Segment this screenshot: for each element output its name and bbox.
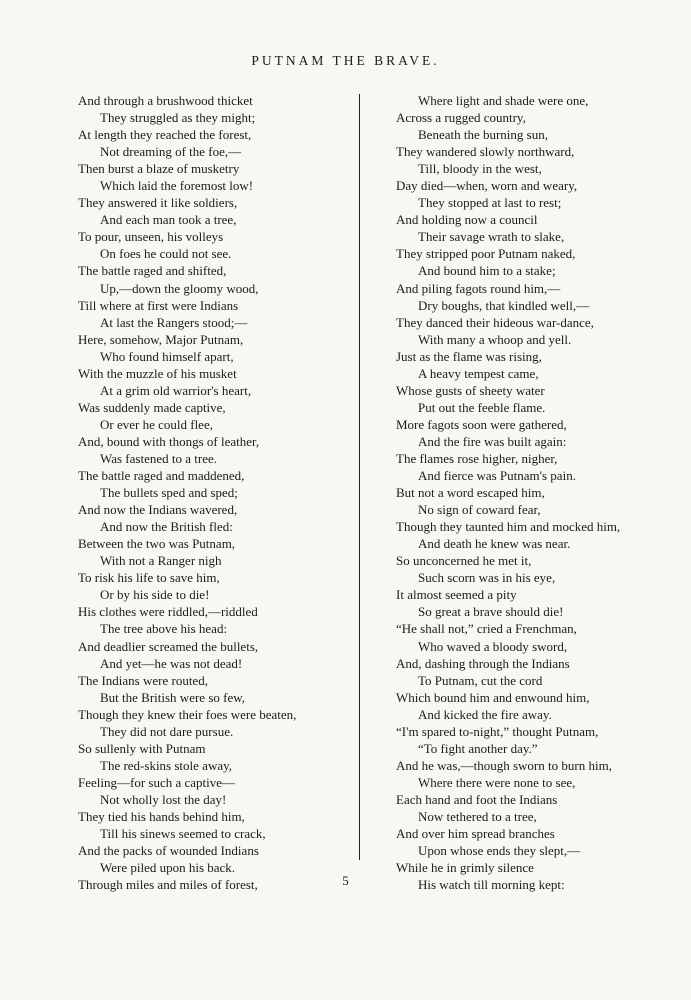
poem-line: The battle raged and maddened, bbox=[78, 468, 245, 484]
poem-line: Which laid the foremost low! bbox=[100, 178, 254, 194]
poem-line: And the packs of wounded Indians bbox=[78, 843, 259, 859]
poem-line: At a grim old warrior's heart, bbox=[100, 382, 252, 398]
poem-line: Which bound him and enwound him, bbox=[396, 689, 590, 705]
poem-line: They stripped poor Putnam naked, bbox=[396, 246, 576, 262]
poem-line: And piling fagots round him,— bbox=[396, 280, 561, 296]
poem-column-right bbox=[396, 92, 676, 893]
poem-line: They danced their hideous war-dance, bbox=[396, 314, 594, 330]
poem-line: And holding now a council bbox=[396, 212, 538, 228]
poem-line: Each hand and foot the Indians bbox=[396, 791, 558, 807]
poem-line: At length they reached the forest, bbox=[78, 127, 252, 143]
poem-line: Till, bloody in the west, bbox=[418, 161, 542, 177]
poem-line: Where light and shade were one, bbox=[418, 93, 589, 108]
poem-line: They struggled as they might; bbox=[100, 110, 256, 126]
column-divider bbox=[359, 94, 360, 860]
poem-line: And now the Indians wavered, bbox=[78, 502, 238, 518]
poem-line: Put out the feeble flame. bbox=[418, 399, 546, 415]
poem-line: And he was,—though sworn to burn him, bbox=[396, 757, 612, 773]
poem-line: Were piled upon his back. bbox=[100, 860, 236, 876]
poem-line: On foes he could not see. bbox=[100, 246, 232, 262]
poem-line: Dry boughs, that kindled well,— bbox=[418, 297, 590, 313]
poem-line: Across a rugged country, bbox=[396, 110, 526, 126]
poem-line: The flames rose higher, nigher, bbox=[396, 450, 558, 466]
poem-line: Or ever he could flee, bbox=[100, 416, 213, 432]
poem-line: Was suddenly made captive, bbox=[78, 399, 226, 415]
poem-line: The red-skins stole away, bbox=[100, 757, 233, 773]
poem-line: While he in grimly silence bbox=[396, 860, 534, 876]
poem-line: And yet—he was not dead! bbox=[100, 655, 243, 671]
poem-line: It almost seemed a pity bbox=[396, 587, 517, 603]
poem-line: His watch till morning kept: bbox=[418, 877, 565, 893]
page-title: PUTNAM THE BRAVE. bbox=[251, 53, 440, 68]
poem-line: Beneath the burning sun, bbox=[418, 127, 548, 143]
poem-line: They tied his hands behind him, bbox=[78, 808, 245, 824]
poem-line: They answered it like soldiers, bbox=[78, 195, 238, 211]
poem-line: At last the Rangers stood;— bbox=[100, 314, 248, 330]
poem-line: Where there were none to see, bbox=[418, 774, 576, 790]
poem-line: Their savage wrath to slake, bbox=[418, 229, 565, 245]
poem-line: Till his sinews seemed to crack, bbox=[100, 826, 266, 842]
poem-line: Then burst a blaze of musketry bbox=[78, 161, 240, 177]
poem-line: They wandered slowly northward, bbox=[396, 144, 575, 160]
poem-line: Here, somehow, Major Putnam, bbox=[78, 331, 244, 347]
poem-line: The bullets sped and sped; bbox=[100, 485, 238, 501]
poem-line: Such scorn was in his eye, bbox=[418, 570, 556, 586]
poem-line: They stopped at last to rest; bbox=[418, 195, 562, 211]
poem-line: But not a word escaped him, bbox=[396, 485, 545, 501]
poem-line: With many a whoop and yell. bbox=[418, 331, 572, 347]
poem-line: Up,—down the gloomy wood, bbox=[100, 280, 259, 296]
poem-line: So sullenly with Putnam bbox=[78, 740, 206, 756]
poem-line: And now the British fled: bbox=[100, 519, 233, 535]
poem-line: Till where at first were Indians bbox=[78, 297, 239, 313]
poem-line: Upon whose ends they slept,— bbox=[418, 843, 581, 859]
poem-line: More fagots soon were gathered, bbox=[396, 416, 567, 432]
poem-line: They did not dare pursue. bbox=[100, 723, 234, 739]
poem-line: Though they taunted him and mocked him, bbox=[396, 519, 621, 535]
poem-line: And kicked the fire away. bbox=[418, 706, 552, 722]
poem-line: So great a brave should die! bbox=[418, 604, 564, 620]
poem-line: No sign of coward fear, bbox=[418, 502, 541, 518]
poem-line: Not wholly lost the day! bbox=[100, 791, 227, 807]
poem-line: Feeling—for such a captive— bbox=[78, 774, 236, 790]
poem-line: And, bound with thongs of leather, bbox=[78, 433, 260, 449]
poem-line: Between the two was Putnam, bbox=[78, 536, 236, 552]
poem-line: And over him spread branches bbox=[396, 826, 555, 842]
poem-line: Who waved a bloody sword, bbox=[418, 638, 568, 654]
page-number: 5 bbox=[342, 873, 349, 888]
poem-line: Just as the flame was rising, bbox=[396, 348, 542, 364]
poem-line: Through miles and miles of forest, bbox=[78, 877, 258, 893]
poem-line: And deadlier screamed the bullets, bbox=[78, 638, 259, 654]
poem-line: But the British were so few, bbox=[100, 689, 246, 705]
poem-line: With not a Ranger nigh bbox=[100, 553, 222, 569]
poem-line: And, dashing through the Indians bbox=[396, 655, 570, 671]
poem-line: To Putnam, cut the cord bbox=[418, 672, 543, 688]
poem-line: Now tethered to a tree, bbox=[418, 808, 537, 824]
poem-line: And death he knew was near. bbox=[418, 536, 571, 552]
poem-line: Though they knew their foes were beaten, bbox=[78, 706, 297, 722]
poem-line: So unconcerned he met it, bbox=[396, 553, 532, 569]
poem-line: Who found himself apart, bbox=[100, 348, 234, 364]
poem-line: Not dreaming of the foe,— bbox=[100, 144, 242, 160]
poem-line: The battle raged and shifted, bbox=[78, 263, 227, 279]
poem-line: The tree above his head: bbox=[100, 621, 228, 637]
poem-line: Was fastened to a tree. bbox=[100, 450, 217, 466]
poem-line: A heavy tempest came, bbox=[418, 365, 539, 381]
poem-line: And each man took a tree, bbox=[100, 212, 237, 228]
poem-line: His clothes were riddled,—riddled bbox=[78, 604, 258, 620]
poem-column-left bbox=[78, 92, 348, 893]
poem-line: Whose gusts of sheety water bbox=[396, 382, 545, 398]
poem-line: With the muzzle of his musket bbox=[78, 365, 237, 381]
poem-line: “To fight another day.” bbox=[418, 740, 538, 756]
poem-line: Or by his side to die! bbox=[100, 587, 210, 603]
poem-line: And through a brushwood thicket bbox=[78, 93, 253, 108]
poem-line: And bound him to a stake; bbox=[418, 263, 556, 279]
poem-line: The Indians were routed, bbox=[78, 672, 208, 688]
poem-line: And the fire was built again: bbox=[418, 433, 567, 449]
poem-line: “I'm spared to-night,” thought Putnam, bbox=[396, 723, 599, 739]
poem-line: To pour, unseen, his volleys bbox=[78, 229, 224, 245]
poem-line: “He shall not,” cried a Frenchman, bbox=[396, 621, 577, 637]
poem-line: To risk his life to save him, bbox=[78, 570, 220, 586]
poem-line: And fierce was Putnam's pain. bbox=[418, 468, 576, 484]
poem-line: Day died—when, worn and weary, bbox=[396, 178, 578, 194]
